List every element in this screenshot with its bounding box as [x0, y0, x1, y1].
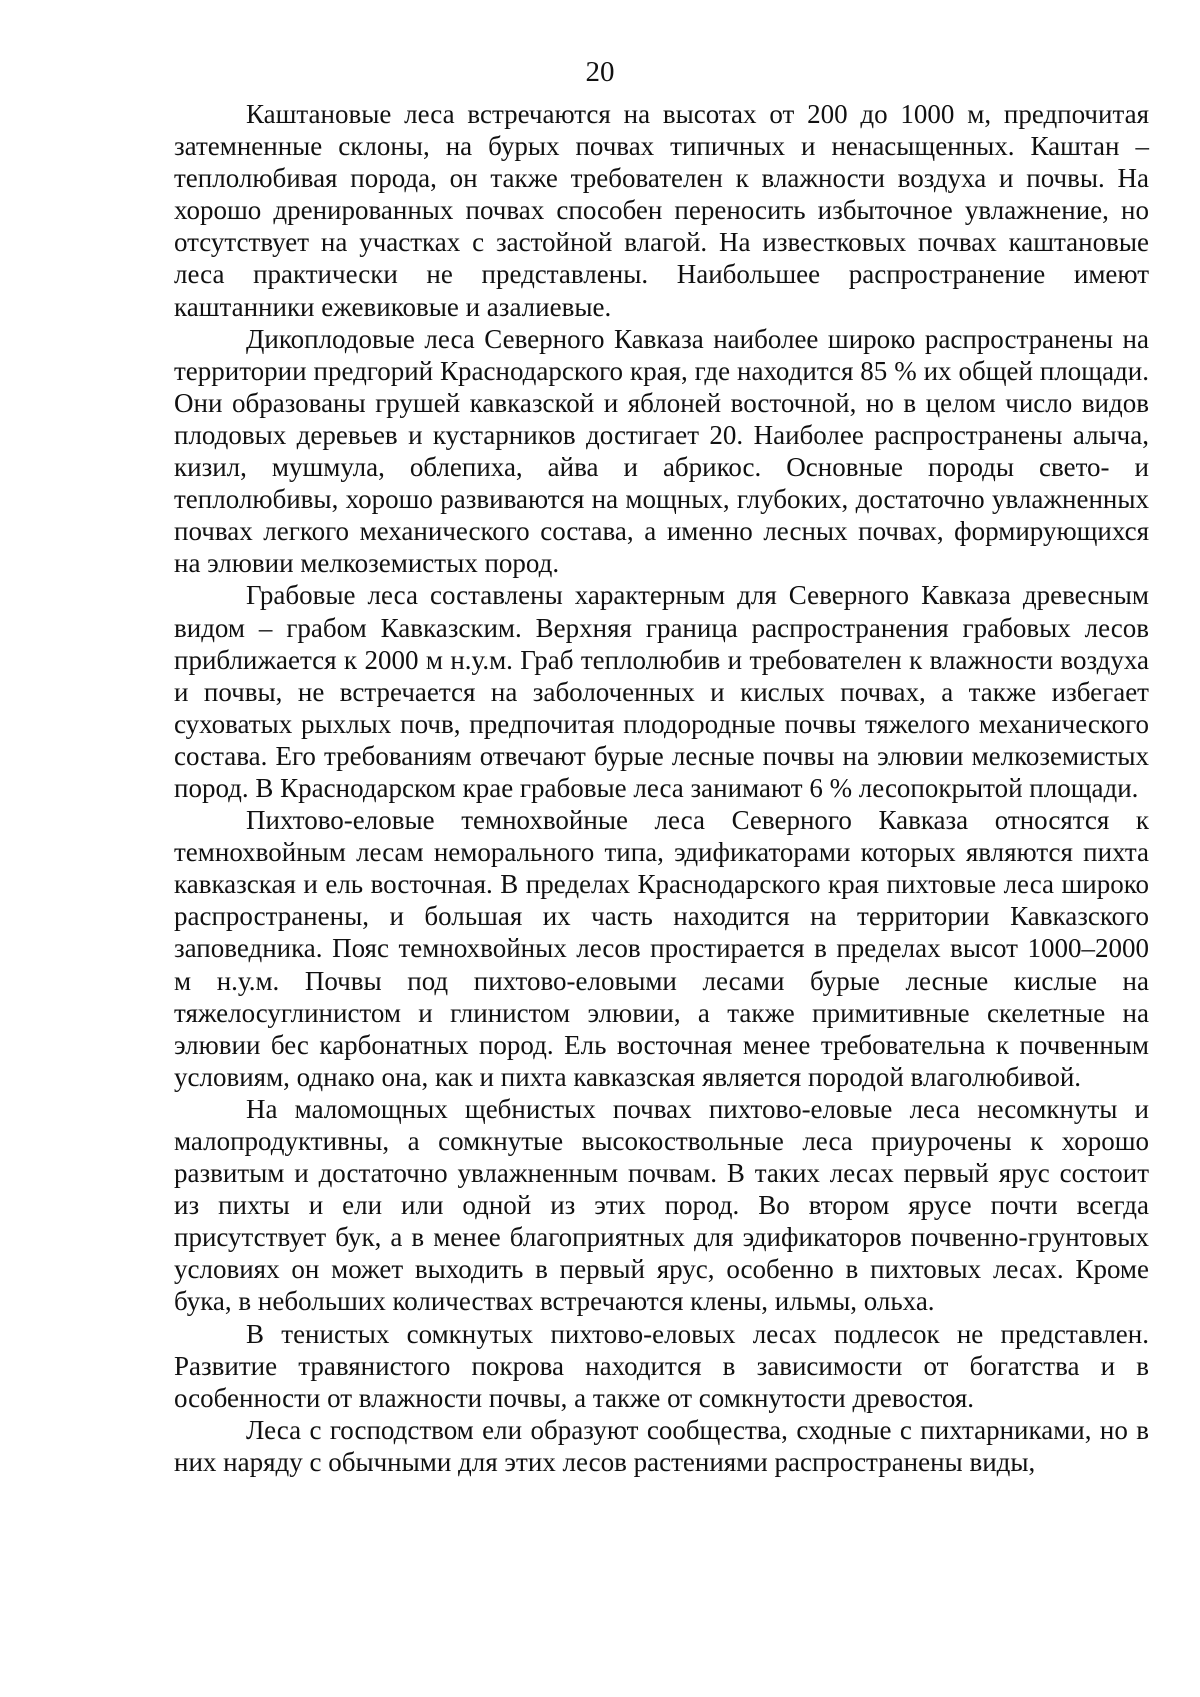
paragraph-hornbeam-forests: Грабовые леса составлены характерным для Северного Кавказа древесным видом – грабом Кавказским. Верхняя граница распространения грабовых лесов приближается к 2000 м н.у.м. Граб теплолюбив и требователен к влажности воздуха и почвы, не встречается на заболоченных и кислых почвах, а также избегает суховатых рыхлых почв, предпочитая плодородные почвы тяжелого механического состава. Его требованиям отвечают бурые лесные почвы на элювии мелкоземистых пород. В Краснодарском крае грабовые леса занимают 6 % лесопокрытой площади.	[174, 580, 1149, 803]
page-number: 20	[585, 56, 615, 88]
paragraph-shady-forests: В тенистых сомкнутых пихтово-еловых лесах подлесок не представлен. Развитие травянистого покрова находится в зависимости от богатства и в особенности от влажности почвы, а также от сомкнутости древостоя.	[174, 1318, 1149, 1413]
text-body	[174, 98, 1149, 1478]
paragraph-thin-soils: На маломощных щебнистых почвах пихтово-еловые леса несомкнуты и малопродуктивны, а сомкнутые высокоствольные леса приурочены к хорошо развитым и достаточно увлажненным почвам. В таких лесах первый ярус состоит из пихты и ели или одной из этих пород. Во втором ярусе почти всегда присутствует бук, а в менее благоприятных для эдификаторов почвенно-грунтовых условиях он может выходить в первый ярус, особенно в пихтовых лесах. Кроме бука, в небольших количествах встречаются клены, ильмы, ольха.	[174, 1093, 1149, 1317]
paragraph-fir-spruce-forests: Пихтово-еловые темнохвойные леса Северного Кавказа относятся к темнохвойным лесам неморального типа, эдификаторами которых являются пихта кавказская и ель восточная. В пределах Краснодарского края пихтовые леса широко распространены, и большая их часть находится на территории Кавказского заповедника. Пояс темнохвойных лесов простирается в пределах высот 1000–2000 м н.у.м. Почвы под пихтово-еловыми лесами бурые лесные кислые на тяжелосуглинистом и глинистом элювии, а также примитивные скелетные на элювии бес карбонатных пород. Ель восточная менее требовательна к почвенным условиям, однако она, как и пихта кавказская является породой влаголюбивой.	[174, 805, 1149, 1092]
paragraph-wild-fruit-forests: Дикоплодовые леса Северного Кавказа наиболее широко распространены на территории предгорий Краснодарского края, где находится 85 % их общей площади. Они образованы грушей кавказской и яблоней восточной, но в целом число видов плодовых деревьев и кустарников достигает 20. Наиболее распространены алыча, кизил, мушмула, облепиха, айва и абрикос. Основные породы свето- и теплолюбивы, хорошо развиваются на мощных, глубоких, достаточно увлажненных почвах легкого механического состава, а именно лесных почвах, формирующихся на элювии мелкоземистых пород.	[174, 323, 1149, 579]
paragraph-spruce-dominance: Леса с господством ели образуют сообщества, сходные с пихтарниками, но в них наряду с обычными для этих лесов растениями распространены виды,	[174, 1414, 1149, 1477]
paragraph-chestnut-forests: Каштановые леса встречаются на высотах от 200 до 1000 м, предпочитая затемненные склоны, на бурых почвах типичных и ненасыщенных. Каштан – теплолюбивая порода, он также требователен к влажности воздуха и почвы. На хорошо дренированных почвах способен переносить избыточное увлажнение, но отсутствует на участках с застойной влагой. На известковых почвах каштановые леса практически не представлены. Наибольшее распространение имеют каштанники ежевиковые и азалиевые.	[174, 99, 1149, 322]
